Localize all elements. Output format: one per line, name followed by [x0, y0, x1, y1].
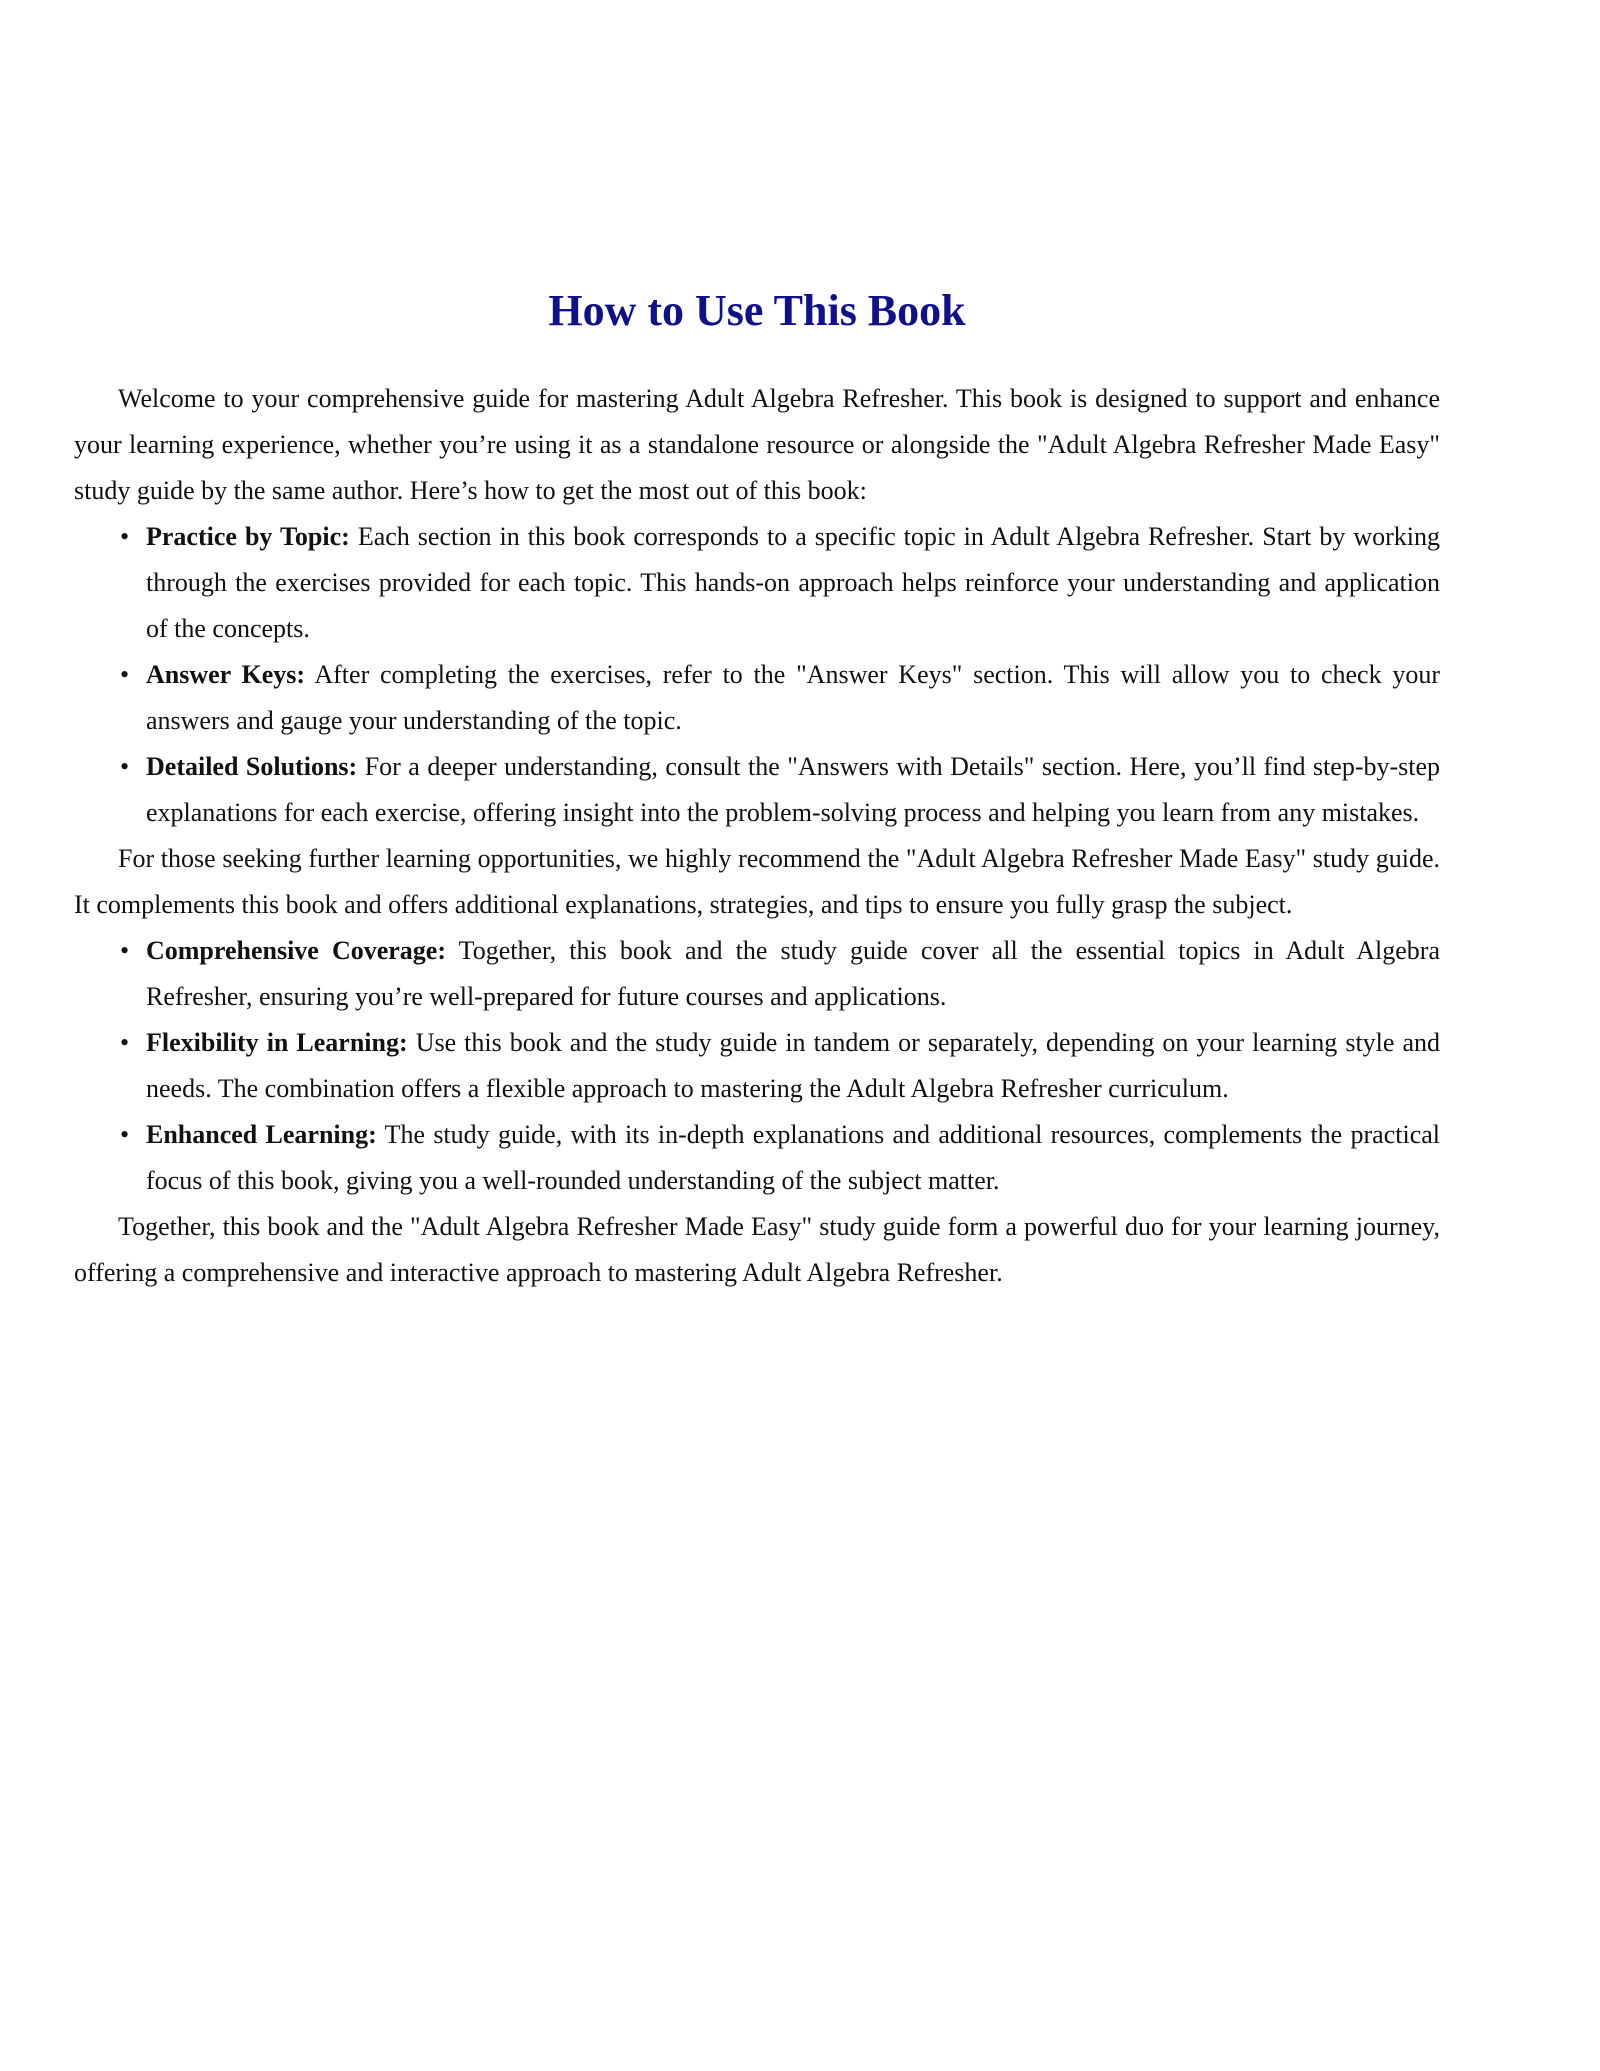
list-item-term: Enhanced Learning:	[146, 1120, 377, 1149]
list-item-comprehensive-coverage	[120, 928, 1441, 1020]
list-item-text: Together, this book and the study guide cover all the essential topics in Adult Algebra Refresher, ensuring you’re well-prepared for future courses and applications.	[146, 936, 1441, 1011]
list-item-term: Answer Keys:	[146, 660, 306, 689]
list-item-term: Practice by Topic:	[146, 522, 350, 551]
intro-paragraph: Welcome to your comprehensive guide for mastering Adult Algebra Refresher. This book is designed to support and enhance your learning experience, whether you’re using it as a standalone resource or alongside the "Adult Algebra Refresher Made Easy" study guide by the same author. Here’s how to get the most out of this book:	[74, 384, 1440, 505]
middle-paragraph: For those seeking further learning opportunities, we highly recommend the "Adult Algebra Refresher Made Easy" study guide. It complements this book and offers additional explanations, strategies, and tips to ensure you fully grasp the subject.	[74, 844, 1440, 919]
list-item-answer-keys	[120, 652, 1441, 744]
bullet-icon: •	[120, 752, 130, 781]
list-item-term: Flexibility in Learning:	[146, 1028, 408, 1057]
list-item-enhanced-learning	[120, 1112, 1440, 1204]
list-item-term: Detailed Solutions:	[146, 752, 358, 781]
closing-paragraph: Together, this book and the "Adult Algebra Refresher Made Easy" study guide form a powerful duo for your learning journey, offering a comprehensive and interactive approach to mastering Adult Algebra Refresher.	[74, 1212, 1440, 1287]
bullet-icon: •	[120, 1120, 130, 1149]
study-guide-list	[74, 928, 1440, 1204]
bullet-icon: •	[120, 660, 130, 689]
list-item-detailed-solutions	[120, 744, 1441, 836]
page-content	[74, 282, 1440, 1296]
list-item-text: Each section in this book corresponds to a specific topic in Adult Algebra Refresher. Start by working through the exercises provided for each topic. This hands-on approach helps reinforce your understanding and application of the concepts.	[146, 522, 1440, 643]
bullet-icon: •	[120, 522, 130, 551]
bullet-icon: •	[120, 936, 130, 965]
page-title: How to Use This Book	[548, 286, 966, 335]
body-text	[74, 376, 1440, 1296]
usage-list	[74, 514, 1440, 836]
list-item-text: The study guide, with its in-depth explanations and additional resources, complements the practical focus of this book, giving you a well-rounded understanding of the subject matter.	[146, 1120, 1440, 1195]
list-item-term: Comprehensive Coverage:	[146, 936, 447, 965]
list-item-practice-by-topic	[120, 514, 1440, 652]
list-item-flexibility-in-learning	[120, 1020, 1441, 1112]
list-item-text: For a deeper understanding, consult the "Answers with Details" section. Here, you’ll find step-by-step explanations for each exercise, offering insight into the problem-solving process and helping you learn from any mistakes.	[146, 752, 1441, 827]
list-item-text: Use this book and the study guide in tandem or separately, depending on your learning style and needs. The combination offers a flexible approach to mastering the Adult Algebra Refresher curriculum.	[146, 1028, 1441, 1103]
bullet-icon: •	[120, 1028, 130, 1057]
list-item-text: After completing the exercises, refer to the "Answer Keys" section. This will allow you to check your answers and gauge your understanding of the topic.	[146, 660, 1441, 735]
